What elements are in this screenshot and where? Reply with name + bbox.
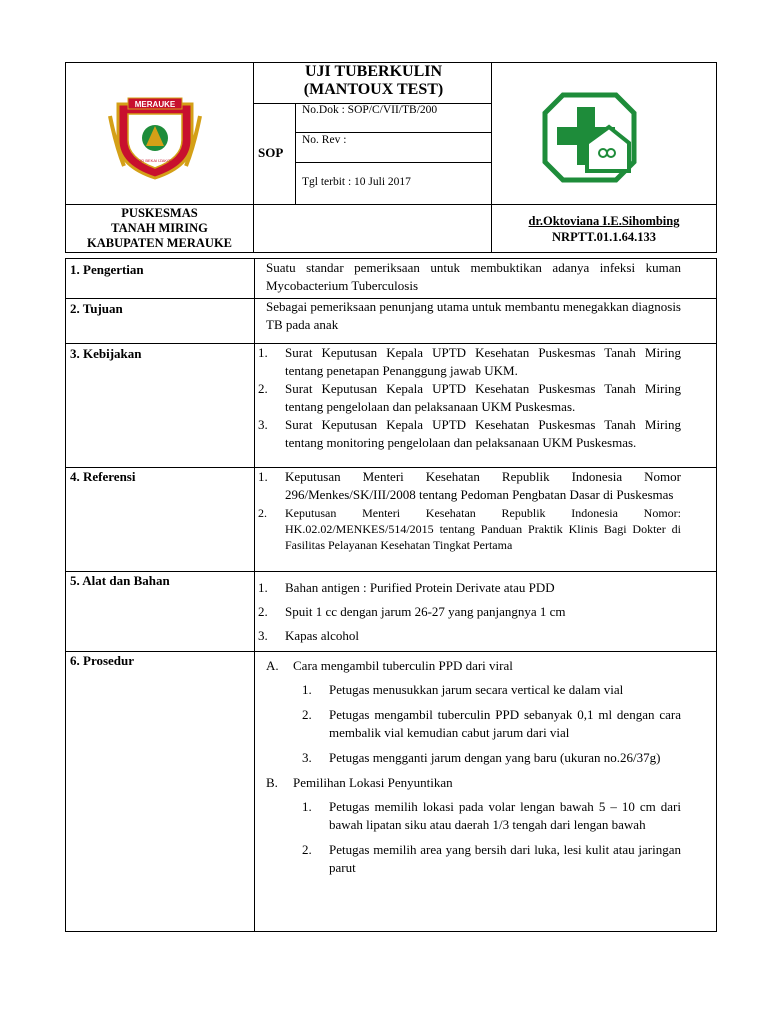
procedure-group-a — [266, 657, 681, 675]
referensi-list — [258, 468, 681, 553]
header-divider-1 — [253, 62, 254, 253]
header-row-line-3 — [296, 162, 491, 163]
section-label-referensi: 4. Referensi — [70, 469, 136, 484]
list-item-number: 1. — [258, 345, 268, 360]
body-border-bottom — [65, 931, 717, 932]
group-title: Cara mengambil tuberculin PPD dari viral — [293, 658, 513, 673]
list-item — [258, 627, 681, 645]
header-border-bottom — [65, 252, 717, 253]
step-text: Petugas memilih lokasi pada volar lengan bawah 5 – 10 cm dari bawah lipatan siku atau daerah 1/3 tengah dari lengan bawah — [329, 799, 681, 832]
prosedur-content — [266, 657, 681, 877]
row-line-5 — [65, 651, 717, 652]
section-text-pengertian: Suatu standar pemeriksaan untuk membuktikan adanya infeksi kuman Mycobacterium Tuberculosis — [266, 260, 681, 293]
list-item-number: 3. — [258, 628, 268, 643]
signer-name: dr.Oktoviana I.E.Sihombing — [528, 214, 680, 228]
list-item-text: Surat Keputusan Kepala UPTD Kesehatan Puskesmas Tanah Miring tentang monitoring pengelolaan dan pelaksanaan UKM Puskesmas. — [285, 417, 681, 450]
procedure-step — [266, 681, 681, 699]
merauke-logo-text: MERAUKE — [134, 100, 176, 109]
step-number: 2. — [302, 842, 312, 857]
issue-date: Tgl terbit : 10 Juli 2017 — [302, 176, 411, 188]
procedure-step — [266, 706, 681, 742]
revision-number: No. Rev : — [302, 134, 347, 146]
step-number: 1. — [302, 799, 312, 814]
list-item-number: 2. — [258, 381, 268, 396]
list-item — [258, 505, 681, 553]
procedure-group-b — [266, 774, 681, 792]
list-item-number: 1. — [258, 580, 268, 595]
section-text-tujuan: Sebagai pemeriksaan penunjang utama untuk membantu menegakkan diagnosis TB pada anak — [266, 299, 681, 332]
list-item-text: Bahan antigen : Purified Protein Derivate atau PDD — [285, 580, 555, 595]
group-letter: B. — [266, 775, 278, 790]
list-item-text: Keputusan Menteri Kesehatan Republik Indonesia Nomor 296/Menkes/SK/III/2008 tentang Pedoman Pengbatan Dasar di Puskesmas — [285, 469, 681, 502]
org-line-2: TANAH MIRING — [111, 221, 208, 235]
list-item-text: Keputusan Menteri Kesehatan Republik Indonesia Nomor: HK.02.02/MENKES/514/2015 tentang Panduan Praktik Klinis Bagi Dokter di Fasilitas Pelayanan Kesehatan Tingkat Pertama — [285, 506, 681, 552]
merauke-logo — [106, 96, 204, 180]
list-item — [258, 380, 681, 416]
body-border-right — [716, 258, 717, 932]
org-line-3: KABUPATEN MERAUKE — [86, 236, 233, 250]
list-item-text: Surat Keputusan Kepala UPTD Kesehatan Puskesmas Tanah Miring tentang penetapan Penanggung jawab UKM. — [285, 345, 681, 378]
organization-name — [66, 205, 253, 251]
title-line-1: UJI TUBERKULIN — [304, 63, 443, 80]
step-text: Petugas mengambil tuberculin PPD sebanyak 0,1 ml dengan cara membalik vial kemudian cabut jarum dari vial — [329, 707, 681, 740]
list-item-number: 2. — [258, 604, 268, 619]
list-item-number: 1. — [258, 469, 268, 484]
list-item — [258, 416, 681, 452]
group-letter: A. — [266, 658, 279, 673]
step-number: 2. — [302, 707, 312, 722]
title-line-2: (MANTOUX TEST) — [303, 81, 444, 98]
signer-id: NRPTT.01.1.64.133 — [552, 230, 656, 244]
list-item-number: 2. — [258, 506, 267, 520]
step-number: 1. — [302, 682, 312, 697]
list-item-text: Surat Keputusan Kepala UPTD Kesehatan Puskesmas Tanah Miring tentang pengelolaan dan pelaksanaan UKM Puskesmas. — [285, 381, 681, 414]
list-item-number: 3. — [258, 417, 268, 432]
alat-list — [258, 579, 681, 645]
procedure-step — [266, 749, 681, 767]
kebijakan-list — [258, 344, 681, 452]
sop-label: SOP — [258, 145, 284, 160]
step-text: Petugas mengganti jarum dengan yang baru (ukuran no.26/37g) — [329, 750, 661, 765]
puskesmas-logo — [541, 91, 638, 184]
list-item — [258, 344, 681, 380]
section-label-kebijakan: 3. Kebijakan — [70, 346, 142, 361]
page-title — [255, 63, 492, 99]
list-item — [258, 468, 681, 504]
body-column-divider — [254, 258, 255, 932]
row-line-4 — [65, 571, 717, 572]
procedure-step — [266, 841, 681, 877]
merauke-logo-motto: IZAKOD BEKAI IZAKOD KAI — [129, 158, 181, 163]
body-border-left — [65, 258, 66, 932]
section-label-alat: 5. Alat dan Bahan — [70, 573, 170, 588]
procedure-step — [266, 798, 681, 834]
section-label-tujuan: 2. Tujuan — [70, 301, 123, 316]
step-text: Petugas memilih area yang bersih dari luka, lesi kulit atau jaringan parut — [329, 842, 681, 875]
section-label-pengertian: 1. Pengertian — [70, 262, 144, 277]
section-label-prosedur: 6. Prosedur — [70, 653, 135, 668]
list-item — [258, 579, 681, 597]
org-line-1: PUSKESMAS — [121, 206, 198, 220]
list-item-text: Spuit 1 cc dengan jarum 26-27 yang panjangnya 1 cm — [285, 604, 566, 619]
step-text: Petugas menusukkan jarum secara vertical ke dalam vial — [329, 682, 624, 697]
group-title: Pemilihan Lokasi Penyuntikan — [293, 775, 453, 790]
header-border-right — [716, 62, 717, 253]
step-number: 3. — [302, 750, 312, 765]
signer-block — [492, 213, 716, 245]
list-item — [258, 603, 681, 621]
header-divider-sop — [295, 103, 296, 205]
doc-number: No.Dok : SOP/C/VII/TB/200 — [302, 104, 438, 116]
list-item-text: Kapas alcohol — [285, 628, 360, 643]
